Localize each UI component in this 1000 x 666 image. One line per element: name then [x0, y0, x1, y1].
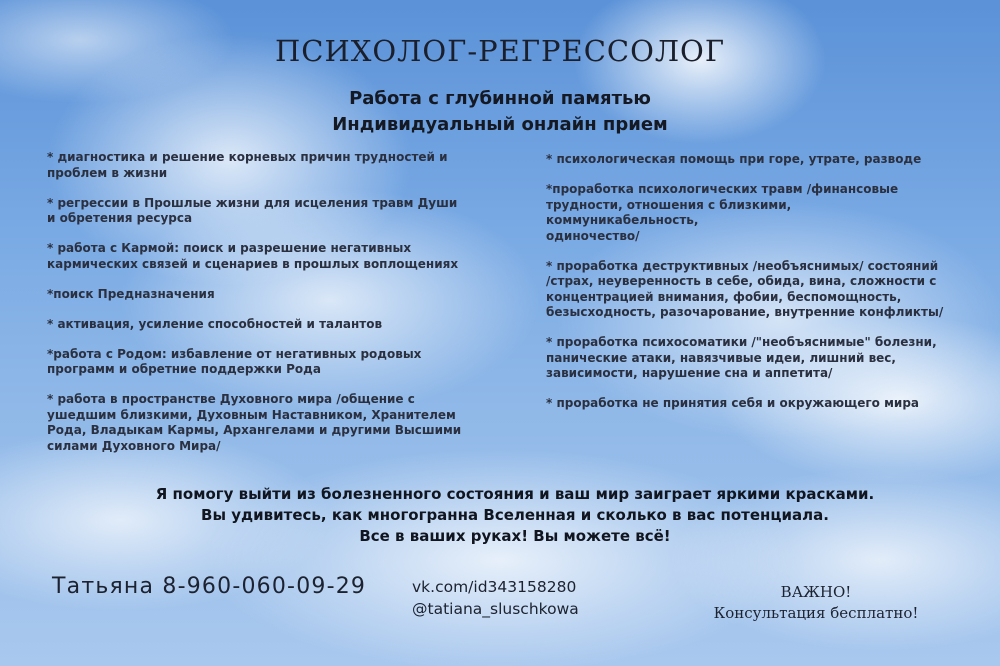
closing-line-1: Я помогу выйти из болезненного состояния и ваш мир заиграет яркими красками. — [155, 485, 875, 503]
list-item: * активация, усиление способностей и талантов — [47, 316, 383, 331]
closing-line-3: Все в ваших руках! Вы можете всё! — [359, 527, 671, 545]
services-list-left — [47, 150, 477, 469]
page-title: ПСИХОЛОГ-РЕГРЕССОЛОГ — [274, 34, 726, 68]
free-consultation-notice — [690, 582, 942, 624]
list-item: * диагностика и решение корневых причин трудностей и проблем в жизни — [47, 150, 448, 180]
list-item: * проработка не принятия себя и окружающего мира — [546, 396, 920, 410]
contact-instagram[interactable]: @tatiana_sluschkowa — [412, 600, 579, 618]
list-item: * проработка деструктивных /необъяснимых/ состояний /страх, неуверенность в себе, обида, вина, сложности с концентрацией внимания, фобии, беспомощность, безысходность, разочарование, внутренние конфликты/ — [546, 258, 944, 319]
notice-line-1: ВАЖНО! — [780, 583, 852, 601]
subtitle-line-2: Индивидуальный онлайн прием — [332, 114, 668, 135]
list-item: * работа в пространстве Духовного мира /общение с ушедшим близкими, Духовным Наставником, Хранителем Рода, Владыкам Кармы, Архангелами и другими Высшими силами Духовного Мира/ — [47, 392, 462, 453]
services-list-right — [546, 152, 946, 426]
closing-message — [0, 484, 1000, 547]
subtitle-line-1: Работа с глубинной памятью — [349, 88, 651, 109]
list-item: *поиск Предназначения — [47, 286, 215, 301]
list-item: * работа с Кармой: поиск и разрешение негативных кармических связей и сценариев в прошлых воплощениях — [47, 241, 459, 271]
contact-vk-link[interactable]: vk.com/id343158280 — [412, 578, 577, 596]
list-item: * психологическая помощь при горе, утрате, разводе — [546, 152, 922, 166]
notice-line-2: Консультация бесплатно! — [713, 604, 919, 622]
closing-line-2: Вы удивитесь, как многогранна Вселенная и сколько в вас потенциала. — [201, 506, 829, 524]
contact-phone: Татьяна 8-960-060-09-29 — [52, 574, 367, 599]
list-item: *работа с Родом: избавление от негативных родовых программ и обретние поддержки Рода — [47, 346, 422, 376]
list-item: * проработка психосоматики /"необъяснимые" болезни, панические атаки, навязчивые идеи, лишний вес, зависимости, нарушение сна и аппетита/ — [546, 335, 937, 380]
subtitle — [0, 86, 1000, 138]
list-item: *проработка психологических травм /финансовые трудности, отношения с близкими, коммуникабельность, одиночество/ — [546, 182, 899, 243]
list-item: * регрессии в Прошлые жизни для исцеления травм Души и обретения ресурса — [47, 195, 458, 225]
